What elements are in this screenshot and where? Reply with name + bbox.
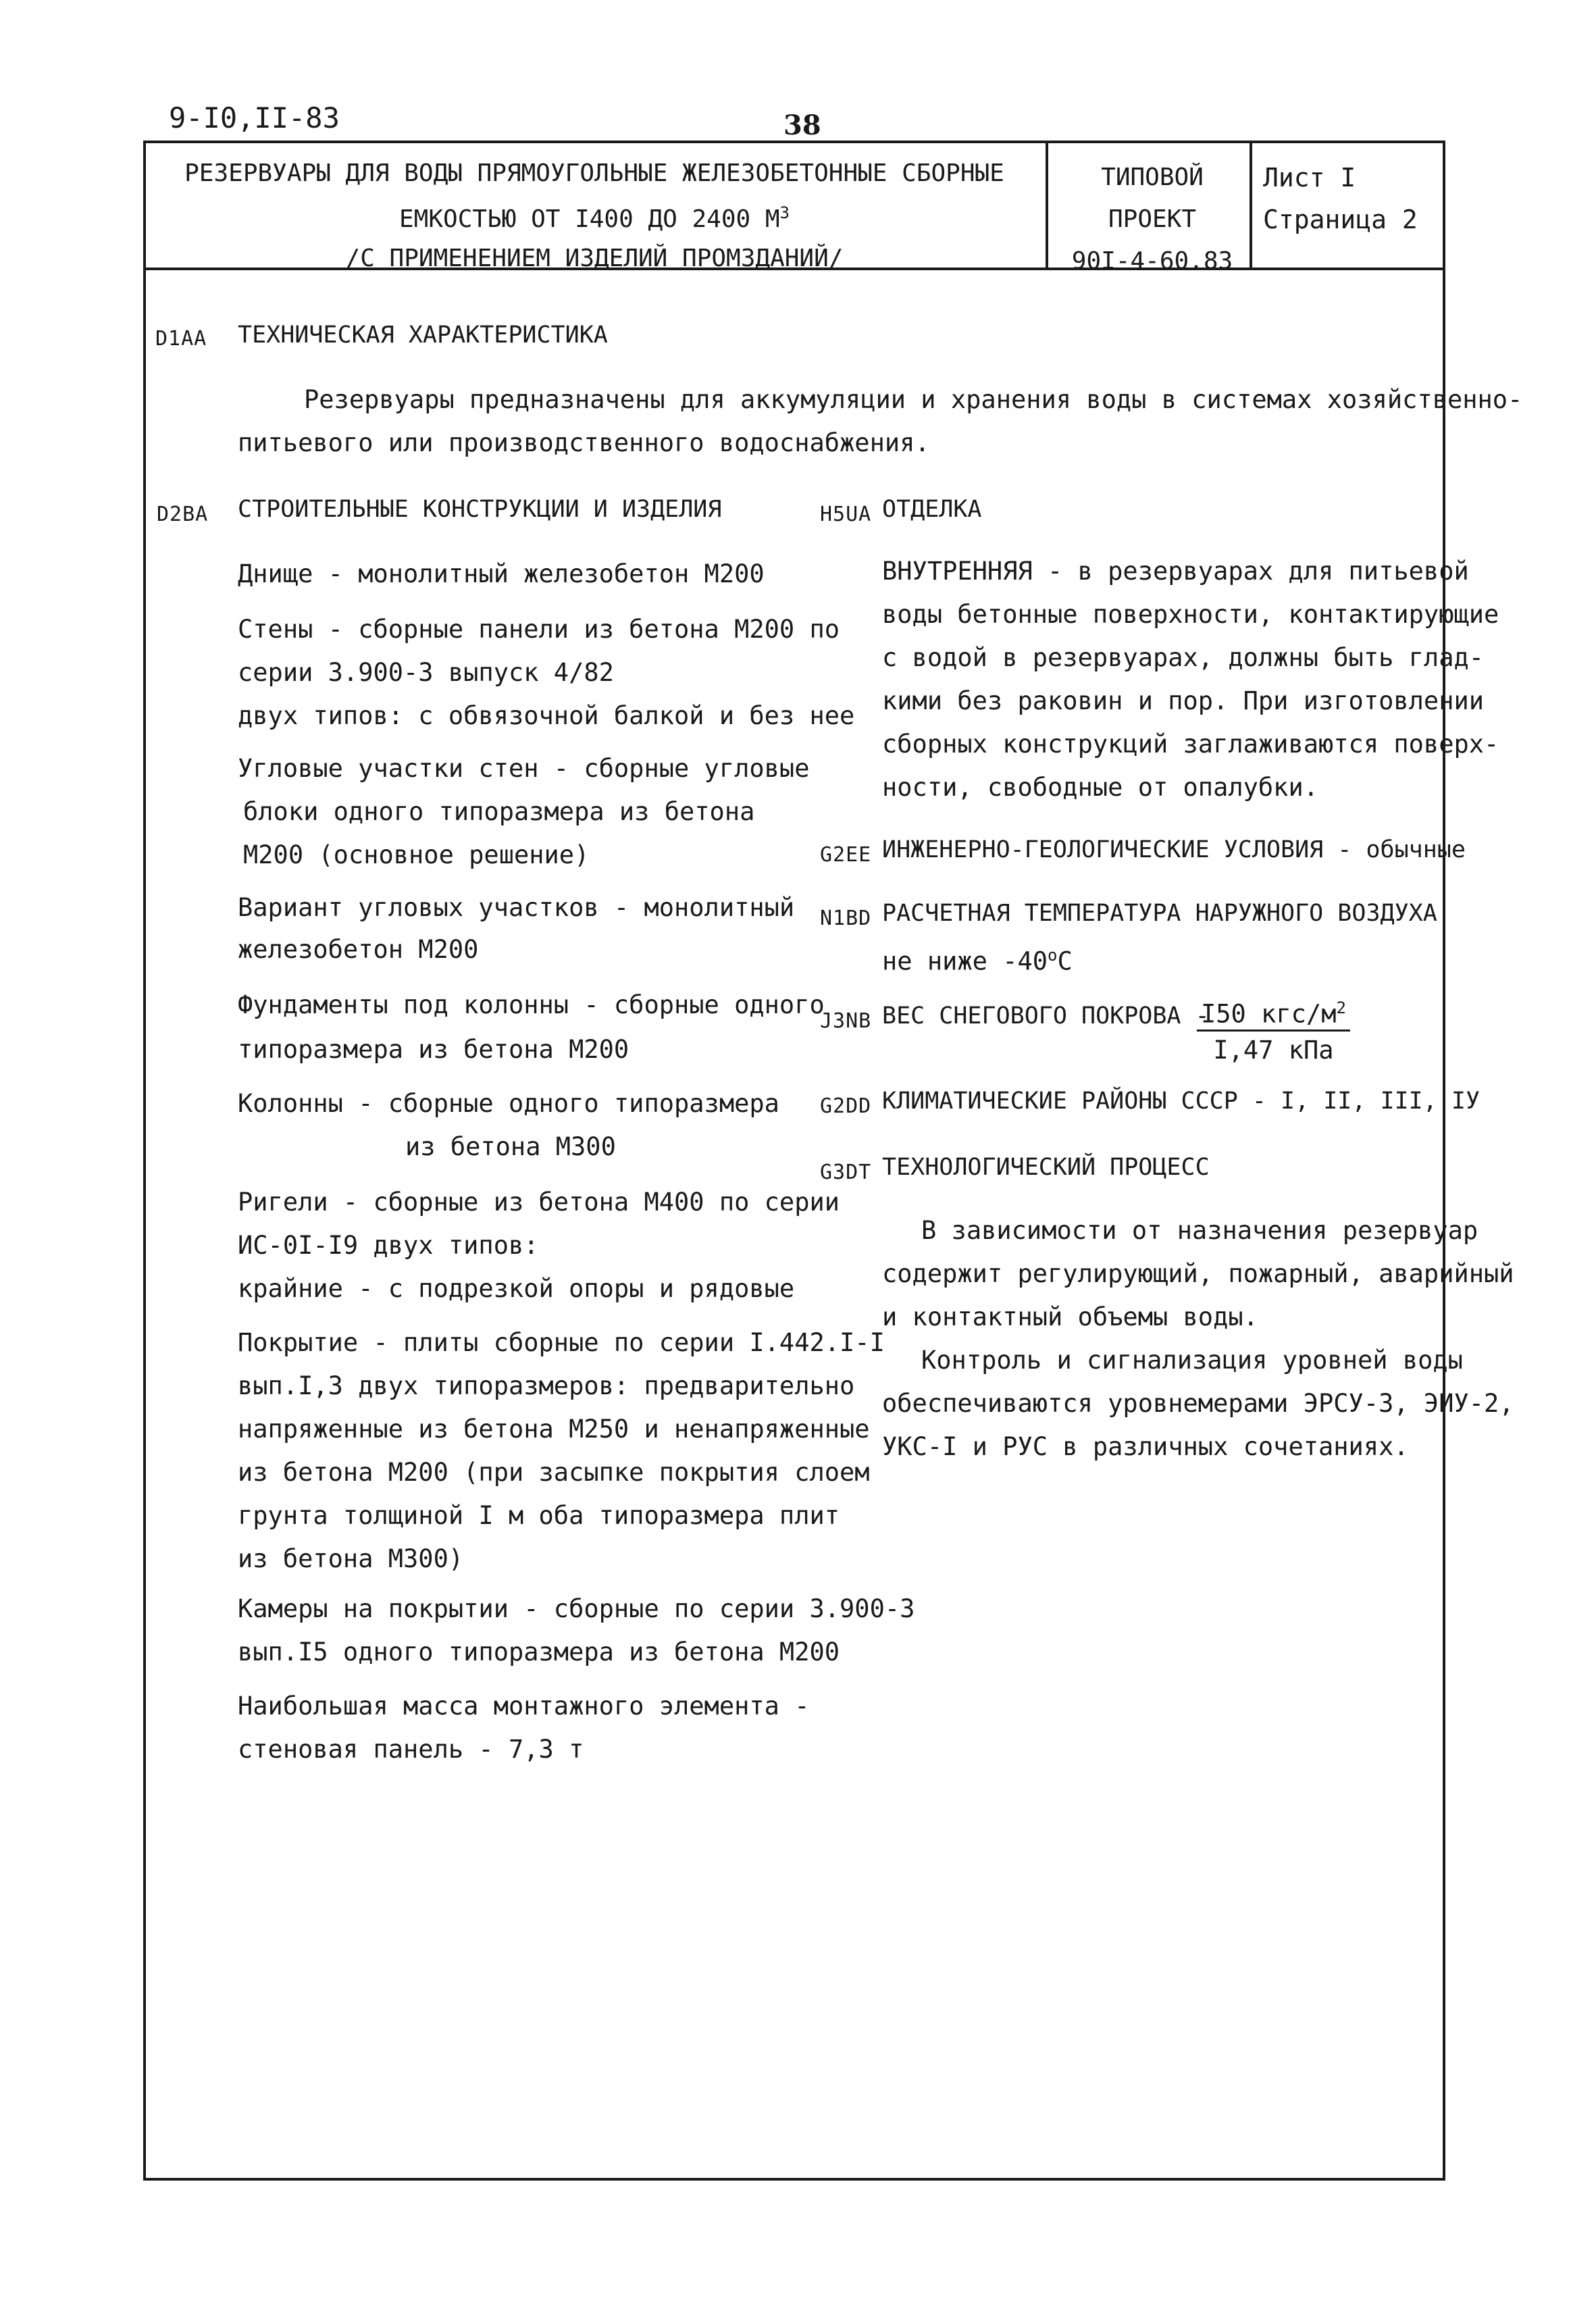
body-text: сборных конструкций заглаживаются поверх- bbox=[882, 730, 1499, 759]
body-text: типоразмера из бетона М200 bbox=[238, 1035, 629, 1064]
section-code: N1BD bbox=[820, 907, 872, 930]
body-text: напряженные из бетона М250 и ненапряженные bbox=[238, 1415, 870, 1444]
title-line: РЕЗЕРВУАРЫ ДЛЯ ВОДЫ ПРЯМОУГОЛЬНЫЕ ЖЕЛЕЗОБЕТОННЫЕ СБОРНЫЕ bbox=[184, 159, 1004, 187]
section-code: G3DT bbox=[820, 1161, 872, 1184]
body-text: ИС-0I-I9 двух типов: bbox=[238, 1231, 539, 1260]
section-code: D1AA bbox=[155, 327, 207, 351]
body-text: ности, свободные от опалубки. bbox=[882, 773, 1319, 802]
title-block-divider bbox=[1046, 141, 1048, 270]
section-code: H5UA bbox=[820, 503, 872, 526]
body-text: из бетона М300) bbox=[238, 1544, 464, 1573]
body-text: Вариант угловых участков - монолитный bbox=[238, 893, 795, 922]
section-code: D2BA bbox=[157, 503, 209, 526]
project-block bbox=[1051, 157, 1254, 282]
body-text: Наибольшая масса монтажного элемента - bbox=[238, 1692, 810, 1721]
section-heading: ТЕХНОЛОГИЧЕСКИЙ ПРОЦЕСС bbox=[882, 1154, 1210, 1181]
degree-superscript: о bbox=[1048, 946, 1058, 965]
body-text: стеновая панель - 7,3 т bbox=[238, 1735, 584, 1764]
body-text: вып.I5 одного типоразмера из бетона М200 bbox=[238, 1637, 840, 1667]
body-text: Контроль и сигнализация уровней воды bbox=[921, 1346, 1463, 1375]
body-text: двух типов: с обвязочной балкой и без нее bbox=[238, 701, 855, 730]
body-text: содержит регулирующий, пожарный, аварийный bbox=[882, 1259, 1514, 1288]
unit-superscript: 2 bbox=[1336, 998, 1346, 1017]
section-heading: РАСЧЕТНАЯ ТЕМПЕРАТУРА НАРУЖНОГО ВОЗДУХА bbox=[882, 900, 1437, 927]
fraction-denominator: I,47 кПа bbox=[1213, 1036, 1334, 1065]
section-heading: ОТДЕЛКА bbox=[882, 496, 982, 523]
body-text: Колонны - сборные одного типоразмера bbox=[238, 1089, 779, 1118]
body-text: из бетона М200 (при засыпке покрытия слоем bbox=[238, 1458, 870, 1487]
project-number: 90I-4-60.83 bbox=[1071, 247, 1233, 275]
section-heading: ТЕХНИЧЕСКАЯ ХАРАКТЕРИСТИКА bbox=[238, 322, 608, 349]
sheet-label: Лист I bbox=[1263, 163, 1356, 193]
temperature-value: не ниже $-40^оС$ bbox=[882, 946, 1073, 976]
section-code: G2DD bbox=[820, 1094, 872, 1118]
section-code: G2EE bbox=[820, 843, 872, 867]
body-text: Стены - сборные панели из бетона М200 по bbox=[238, 615, 840, 644]
body-text: блоки одного типоразмера из бетона bbox=[243, 797, 755, 826]
body-text: Покрытие - плиты сборные по серии I.442.I-I bbox=[238, 1328, 885, 1357]
document-title bbox=[155, 154, 1033, 278]
snow-load-fraction bbox=[1197, 998, 1350, 1065]
body-text: кими без раковин и пор. При изготовлении bbox=[882, 686, 1485, 715]
body-text: грунта толщиной I м оба типоразмера плит bbox=[238, 1501, 840, 1530]
section-code: J3NB bbox=[820, 1009, 872, 1033]
sheet-block bbox=[1263, 157, 1418, 240]
body-text: железобетон М200 bbox=[238, 935, 479, 964]
body-text: серии 3.900-3 выпуск 4/82 bbox=[238, 658, 614, 687]
body-text: обеспечиваются уровнемерами ЭРСУ-3, ЭИУ-2, bbox=[882, 1389, 1514, 1418]
body-text: Резервуары предназначены для аккумуляции и хранения воды в системах хозяйственно- bbox=[304, 385, 1523, 414]
title-line: /С ПРИМЕНЕНИЕМ ИЗДЕЛИЙ ПРОМЗДАНИЙ/ bbox=[345, 245, 844, 272]
body-text: ВНУТРЕННЯЯ - в резервуарах для питьевой bbox=[882, 557, 1469, 586]
body-text: М200 (основное решение) bbox=[243, 840, 590, 869]
body-text: с водой в резервуарах, должны быть глад- bbox=[882, 643, 1485, 672]
document-code: 9-I0,II-83 bbox=[169, 101, 340, 134]
body-text: крайние - с подрезкой опоры и рядовые bbox=[238, 1274, 795, 1303]
section-heading: СТРОИТЕЛЬНЫЕ КОНСТРУКЦИИ И ИЗДЕЛИЯ bbox=[238, 496, 722, 523]
body-text: воды бетонные поверхности, контактирующие bbox=[882, 600, 1499, 629]
body-text: питьевого или производственного водоснабжения. bbox=[238, 428, 930, 457]
title-superscript: 3 bbox=[779, 203, 790, 222]
title-line: ЕМКОСТЬЮ ОТ I400 ДО 2400 $М^3$ bbox=[399, 203, 790, 233]
body-text: Днище - монолитный железобетон М200 bbox=[238, 559, 765, 588]
project-label: ТИПОВОЙ ПРОЕКТ bbox=[1101, 163, 1204, 233]
body-text: и контактный объемы воды. bbox=[882, 1302, 1258, 1331]
section-heading: ИНЖЕНЕРНО-ГЕОЛОГИЧЕСКИЕ УСЛОВИЯ - обычные bbox=[882, 836, 1466, 863]
body-text: Ригели - сборные из бетона М400 по серии bbox=[238, 1188, 840, 1217]
page-label: Страница 2 bbox=[1263, 205, 1418, 234]
body-text: Фундаменты под колонны - сборные одного bbox=[238, 990, 825, 1019]
page-number: 38 bbox=[783, 109, 821, 141]
body-text: вып.I,3 двух типоразмеров: предварительно bbox=[238, 1371, 855, 1400]
body-text: из бетона М300 bbox=[405, 1132, 616, 1161]
section-heading: КЛИМАТИЧЕСКИЕ РАЙОНЫ СССР - I, II, III, IУ bbox=[882, 1088, 1481, 1115]
body-text: В зависимости от назначения резервуар bbox=[921, 1216, 1478, 1245]
fraction-numerator: I50 кгс/$м^2$ bbox=[1197, 998, 1350, 1032]
body-text: Камеры на покрытии - сборные по серии 3.900-3 bbox=[238, 1594, 915, 1623]
body-text: Угловые участки стен - сборные угловые bbox=[238, 754, 810, 783]
body-text: УКС-I и РУС в различных сочетаниях. bbox=[882, 1432, 1409, 1461]
section-heading: ВЕС СНЕГОВОГО ПОКРОВА - bbox=[882, 1002, 1210, 1030]
